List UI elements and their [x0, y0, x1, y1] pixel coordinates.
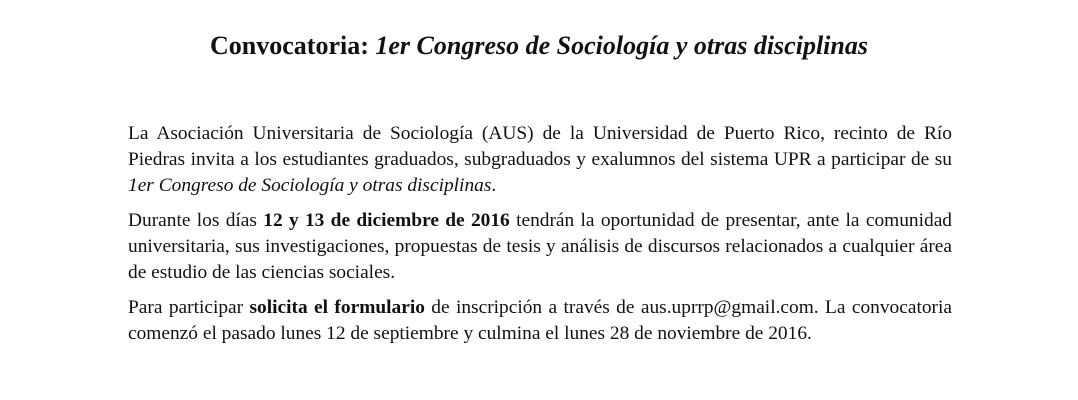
- page-title: [0, 28, 1078, 64]
- request-form-emphasis: solicita el formulario: [249, 297, 425, 318]
- intro-paragraph: [128, 121, 952, 199]
- title-congress-name: 1er Congreso de Sociología y otras disciplinas: [375, 31, 868, 60]
- dates-paragraph: [128, 208, 952, 286]
- intro-text: La Asociación Universitaria de Sociología (AUS) de la Universidad de Puerto Rico, recinto de Río Piedras invita a los estudiantes graduados, subgraduados y exalumnos del sistema UPR a participar de su: [128, 123, 952, 170]
- participate-text: Para participar: [128, 297, 250, 318]
- dates-text: Durante los días: [128, 210, 264, 231]
- document-body: [128, 121, 952, 347]
- intro-congress-name: 1er Congreso de Sociología y otras disciplinas: [128, 175, 492, 196]
- event-dates: 12 y 13 de diciembre de 2016: [263, 210, 510, 231]
- intro-text-end: .: [491, 175, 497, 196]
- participate-paragraph: [128, 295, 952, 347]
- title-lead: Convocatoria:: [210, 31, 376, 60]
- dates-text-end: tendrán la oportunidad de presentar, ante la comunidad universitaria, sus investigaciones, propuestas de tesis y análisis de discursos relacionados a cualquier área de estudio de las ciencias sociales.: [128, 210, 952, 283]
- participate-text-end: de inscripción a través de aus.uprrp@gmail.com. La convocatoria comenzó el pasado lunes 12 de septiembre y culmina el lunes 28 de noviembre de 2016.: [128, 297, 953, 344]
